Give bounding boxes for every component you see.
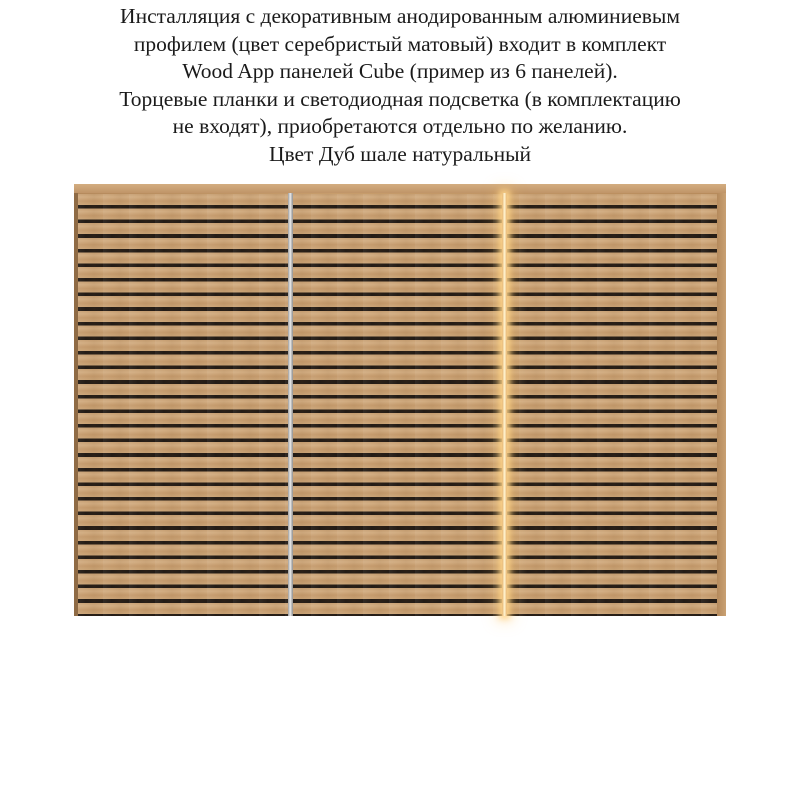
aluminium-profile <box>288 193 293 616</box>
wood-panel-installation-image <box>74 184 726 616</box>
left-edge-plank <box>74 193 78 616</box>
caption-line-6: Цвет Дуб шале натуральный <box>268 141 532 166</box>
right-end-plank <box>717 193 726 616</box>
product-caption <box>0 3 800 168</box>
led-light-strip <box>502 193 507 616</box>
caption-line-4: Торцевые планки и светодиодная подсветка (в комплектацию <box>119 86 681 111</box>
caption-line-2: профилем (цвет серебристый матовый) входит в комплект <box>133 31 667 56</box>
wood-slats <box>77 194 718 616</box>
top-end-plank <box>74 184 726 193</box>
caption-line-1: Инсталляция с декоративным анодированным алюминиевым <box>120 4 680 28</box>
caption-line-3: Wood App панелей Cube (пример из 6 панелей). <box>182 59 618 83</box>
caption-line-5: не входят), приобретаются отдельно по желанию. <box>172 114 628 138</box>
